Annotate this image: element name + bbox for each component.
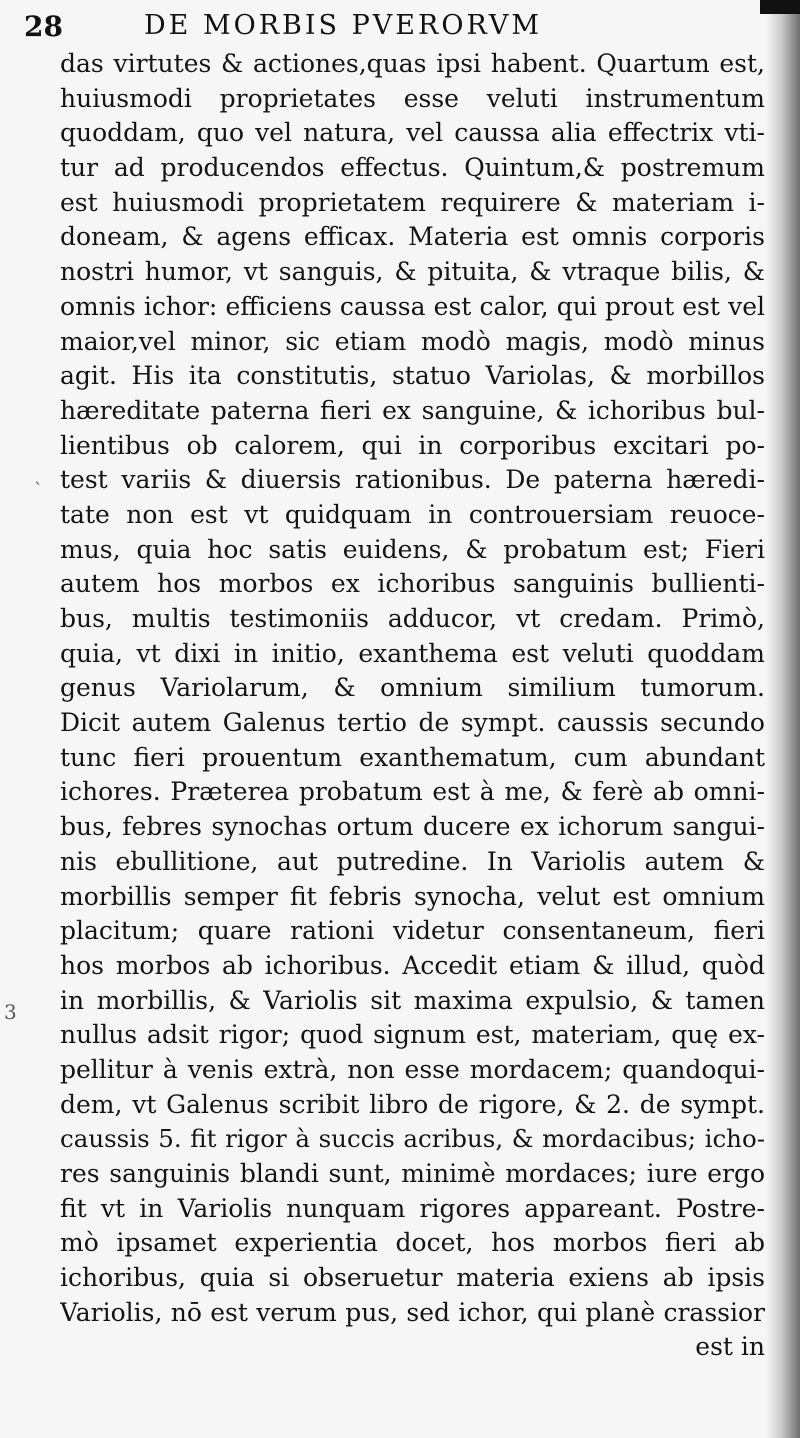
- page-header: [24, 6, 764, 46]
- text-line: ichoribus, quia si obseruetur materia exiens ab ipsis: [60, 1263, 765, 1293]
- text-line: hæreditate paterna fieri ex sanguine, & ichoribus bul-: [60, 395, 765, 425]
- text-line: nullus adsit rigor; quod signum est, materiam, quę ex-: [60, 1020, 765, 1050]
- text-line: morbillis semper fit febris synocha, velut est omnium: [60, 881, 765, 911]
- text-line: das virtutes & actiones,quas ipsi habent. Quartum est,: [60, 49, 765, 78]
- text-line: huiusmodi proprietates esse veluti instrumentum: [60, 83, 765, 113]
- text-line: dem, vt Galenus scribit libro de rigore, & 2. de sympt.: [60, 1089, 765, 1119]
- text-line: nis ebullitione, aut putredine. In Variolis autem &: [60, 846, 765, 876]
- text-line: doneam, & agens efficax. Materia est omnis corporis: [60, 222, 765, 252]
- margin-mark: 3: [4, 1000, 17, 1024]
- text-line: bus, multis testimoniis adducor, vt credam. Primò,: [60, 604, 765, 633]
- text-line: agit. His ita constitutis, statuo Variolas, & morbillos: [60, 361, 765, 391]
- text-line: omnis ichor: efficiens caussa est calor, qui prout est vel: [60, 291, 765, 321]
- text-line: maior,vel minor, sic etiam modò magis, modò minus: [60, 326, 765, 356]
- binding-shadow: [766, 0, 800, 1438]
- text-line: Dicit autem Galenus tertio de sympt. caussis secundo: [60, 708, 765, 738]
- text-line: quia, vt dixi in initio, exanthema est veluti quoddam: [60, 638, 765, 668]
- text-line: ichores. Præterea probatum est à me, & ferè ab omni-: [60, 777, 765, 807]
- text-line: lientibus ob calorem, qui in corporibus excitari po-: [60, 430, 765, 460]
- page-number: 28: [24, 10, 63, 43]
- text-line: tur ad producendos effectus. Quintum,& postremum: [60, 153, 765, 183]
- binding-edge: [760, 0, 800, 14]
- text-line: caussis 5. fit rigor à succis acribus, & mordacibus; icho-: [60, 1124, 765, 1154]
- text-line: test variis & diuersis rationibus. De paterna hæredi-: [60, 465, 765, 495]
- text-line: Variolis, nō est verum pus, sed ichor, qui planè crassior: [60, 1297, 765, 1327]
- body-text: [60, 47, 765, 1365]
- text-line: in morbillis, & Variolis sit maxima expulsio, & tamen: [60, 985, 765, 1015]
- text-line: nostri humor, vt sanguis, & pituita, & vtraque bilis, &: [60, 257, 765, 287]
- text-line: placitum; quare rationi videtur consentaneum, fieri: [60, 916, 765, 946]
- text-line: hos morbos ab ichoribus. Accedit etiam & illud, quòd: [60, 950, 765, 980]
- text-line: mò ipsamet experientia docet, hos morbos fieri ab: [60, 1228, 765, 1258]
- text-line: mus, quia hoc satis euidens, & probatum est; Fieri: [60, 534, 765, 564]
- margin-mark: `: [34, 480, 43, 501]
- text-line: tate non est vt quidquam in controuersiam reuoce-: [60, 499, 765, 529]
- text-line: autem hos morbos ex ichoribus sanguinis bullienti-: [60, 569, 765, 599]
- text-line: res sanguinis blandi sunt, minimè mordaces; iure ergo: [60, 1159, 765, 1188]
- text-line: pellitur à venis extrà, non esse mordacem; quandoqui-: [60, 1054, 765, 1084]
- text-line: tunc fieri prouentum exanthematum, cum abundant: [60, 742, 765, 772]
- text-line: quoddam, quo vel natura, vel caussa alia effectrix vti-: [60, 118, 765, 148]
- text-line: fit vt in Variolis nunquam rigores appareant. Postre-: [60, 1193, 765, 1223]
- text-line: est huiusmodi proprietatem requirere & materiam i-: [60, 187, 765, 217]
- catchword: est in: [695, 1332, 765, 1362]
- running-title: DE MORBIS PVERORVM: [144, 10, 542, 41]
- text-line: bus, febres synochas ortum ducere ex ichorum sangui-: [60, 812, 765, 842]
- text-line: genus Variolarum, & omnium similium tumorum.: [60, 673, 765, 703]
